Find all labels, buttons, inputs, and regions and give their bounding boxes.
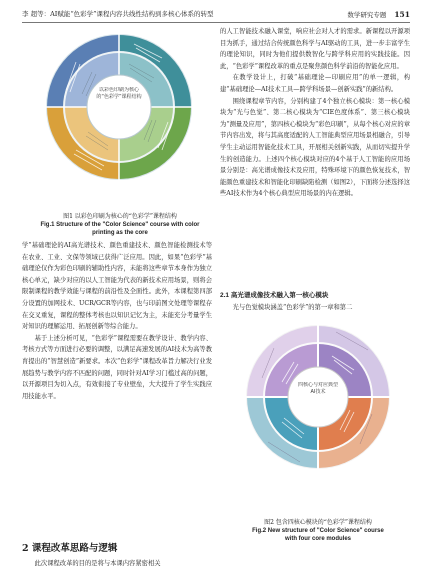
left-paragraph-2: 基于上述分析可见，“色彩学”课程需要在教学设计、教学内容、考核方式等方面进行必要的调整，以满足高速发展的AI技术为高等教育提出的“智慧创造”新要求。本次“色彩学”课程改革旨力解决行业发展趋势与教学内容不匹配的问题，同时针对AI学习门槛过高的问题，以开源项目为切入点，有效衔接了专业壁垒，大大提升了学生实践应用技能水平。 — [22, 334, 212, 400]
figure-1-diagram — [44, 32, 194, 182]
left-paragraph-3: 此次课程改革的目的是将与本课内容紧密相关 — [34, 560, 161, 567]
figure-2-caption-en-1: Fig.2 New structure of "Color Science" course — [252, 527, 384, 534]
figure-2-caption-cn: 图2 包含四核心模块的“色彩学”课程结构 — [264, 519, 372, 526]
figure-2-diagram — [244, 322, 392, 472]
section-2-heading: 2 课程改革思路与逻辑 — [22, 543, 118, 554]
left-column-tail — [22, 558, 212, 570]
page-number: 151 — [394, 10, 410, 19]
figure-1-caption-cn: 图1 以彩色印刷为核心的“色彩学”课程结构 — [63, 213, 177, 220]
right-column-tail — [220, 302, 410, 314]
figure-1-center-label: 以彩色印刷为核心的“色彩学”课程结构 — [96, 87, 142, 100]
header-rule — [22, 22, 410, 23]
right-paragraph-4: 光与色觉模块涵盖“色彩学”的第一章和第二 — [232, 304, 353, 311]
figure-2-caption-en-2: with four core modules — [284, 536, 351, 543]
running-header — [22, 8, 410, 21]
figure-1-caption — [40, 213, 200, 238]
right-paragraph-1: 的人工智能技术融入课堂，响应社会对人才的需求。新课程以开源项目为抓手，通过结合传统颜色科学与AI驱动的工具，进一步丰富学生的理论知识，同时为他们提供数智化与跨学科应用的实践技能。因此，“色彩学”课程改革的重点是聚焦颜色科学前沿的智能化应用。 — [220, 28, 410, 70]
running-title: 李 超等：AI赋能“色彩学”课程内容共线性结构到多核心体系的转型 — [22, 10, 214, 18]
right-paragraph-2: 在教学设计上，打破“基础理论—印刷应用”的单一逻辑，构建“基础理论—AI技术工具—跨学科场景—创新实践”的新结构。 — [220, 74, 410, 93]
right-column — [220, 26, 410, 200]
section-name: 数学研究专题 — [347, 11, 387, 19]
journal-section — [347, 8, 410, 22]
figure-2-caption — [232, 519, 404, 544]
figure-2-center-label: 四核心与对应典型AI技术 — [297, 382, 338, 395]
section-2-1-heading: 2.1 高光谱成像技术融入第一核心模块 — [220, 292, 329, 299]
right-paragraph-3: 围绕课程章节内容，分别构建了4个独立核心模块：第一核心模块为“光与色觉”、第二核心模块为“CIE色度体系”、第三核心模块为“测量及应用”，第四核心模块为“彩色印刷”，从每个核心对应的章节内容出发，将与其高度适配的人工智能典型应用场景相融合，引导学生主动运用智能化技术工具，开展相关创新实践，从而切实提升学生的创造能力。上述四个核心模块对应的4个基于人工智能的应用场景分别是：高光谱成像技术及应用，特殊环境下的颜色恢复技术，智能颜色重建技术和智能化印刷缺陷检测（如图2），下面将分述选择这些AI技术作为4个核心典型应用场景的内在逻辑。 — [220, 97, 410, 198]
left-column — [22, 240, 212, 402]
figure-1-caption-en: Fig.1 Structure of the "Color Science" course with color printing as the core — [40, 221, 200, 237]
left-paragraph-1: 学”基础理论的AI高光谱技术、颜色重建技术、颜色智能检测技术等在农业、工业、文保等领域已获得广泛应用。因此，如果“色彩学”基础理论仅作为彩色印刷的辅助性内容，未能将这些章节本身作为独立核心单元，缺少对应的以人工智能为代表的新技术应用场景，则将会限制课程的教学效能与课程的前沿性及全面性。此外，本课程第四部分设置的加网技术、UCR/GCR等内容，也与印前图文处理等课程存在交叉重复，课程的整体考核也以知识记忆为主，未能充分考量学生对知识的理解运用、拓展创新等综合能力。 — [22, 242, 212, 331]
